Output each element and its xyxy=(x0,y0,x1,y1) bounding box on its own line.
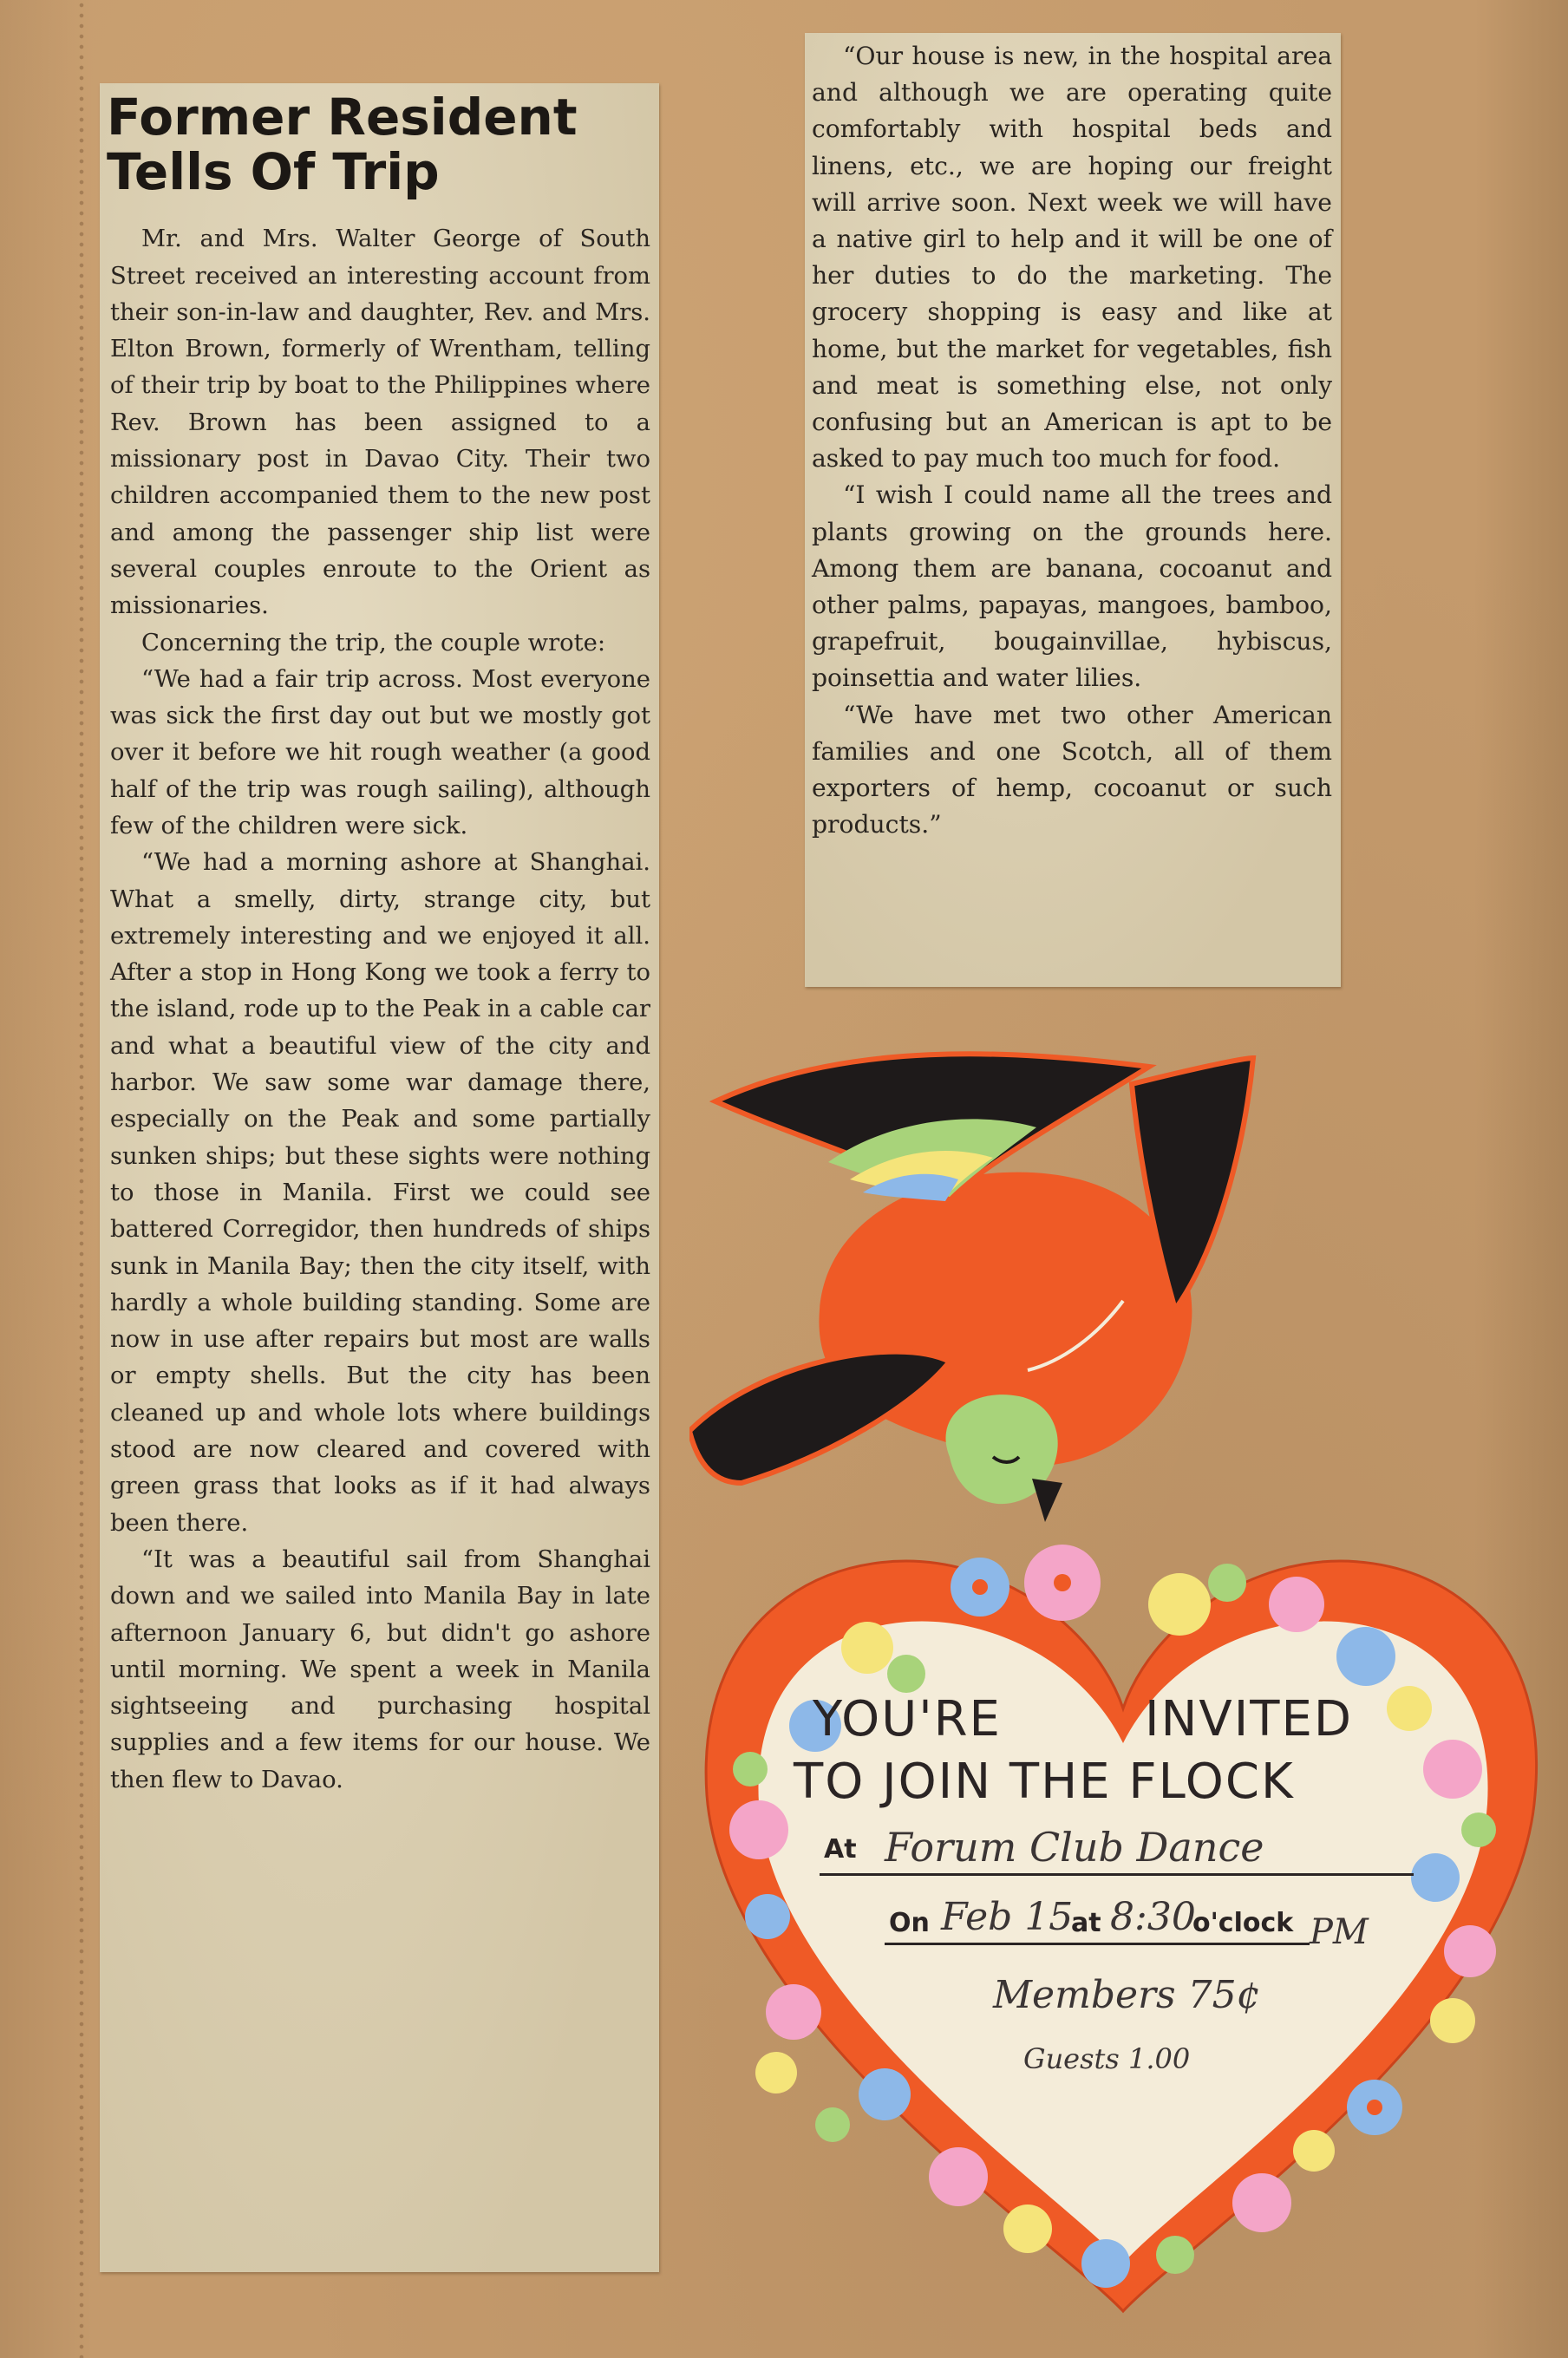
article-paragraph: “We have met two other American families and one Scotch, all of them exporters of hemp, cocoanut or such products.” xyxy=(812,700,1332,839)
oclock-label: o'clock xyxy=(1192,1908,1294,1938)
printed-join-the-flock: TO JOIN THE FLOCK xyxy=(794,1754,1295,1810)
on-label: On xyxy=(889,1908,930,1938)
article-paragraph: “We had a morning ashore at Shanghai. What a smelly, dirty, strange city, but extremely interesting and we enjoyed it all. After a stop in Hong Kong we took a ferry to the island, rode up to the Peak in a cable car and what a beautiful view of the city and harbor. We saw some war damage there, especially on the Peak and some partially sunken ships; but these sights were nothing to those in Manila. First we could see battered Corregidor, then hundreds of ships sunk in Manila Bay; then the city itself, with hardly a whole building standing. Some are now in use after repairs but most are walls or empty shells. But the city has been cleaned up and whole lots where buildings stood are now cleared and covered with green grass that looks as if it had always been there. xyxy=(110,849,650,1537)
article-body xyxy=(100,221,659,1799)
printed-invited: INVITED xyxy=(1145,1691,1353,1747)
invitation-card xyxy=(689,1049,1548,2316)
binding-perforations xyxy=(78,0,85,2358)
article-paragraph: Concerning the trip, the couple wrote: xyxy=(141,629,606,656)
event-line xyxy=(820,1873,1414,1876)
handwritten-time: 8:30 xyxy=(1110,1895,1196,1939)
handwritten-members-price: Members 75¢ xyxy=(993,1973,1261,2017)
article-paragraph: “We had a fair trip across. Most everyone was sick the first day out but we mostly got over it before we hit rough weather (a good half of the trip was rough sailing), although few of the children were sick. xyxy=(110,665,650,839)
invitation-text xyxy=(689,1049,1548,2316)
date-line xyxy=(885,1943,1310,1945)
handwritten-guests-price: Guests 1.00 xyxy=(1023,2042,1191,2075)
article-paragraph: “Our house is new, in the hospital area and although we are operating quite comfortably with hospital beds and linens, etc., we are hoping our freight will arrive soon. Next week we will have a native girl to help and it will be one of her duties to do the marketing. The grocery shopping is easy and like at home, but the market for vegetables, fish and meat is something else, not only confusing but an American is apt to be asked to pay much too much for food. xyxy=(812,42,1332,474)
handwritten-pm: PM xyxy=(1310,1912,1369,1952)
article-paragraph: “I wish I could name all the trees and plants growing on the grounds here. Among them are banana, cocoanut and other palms, papayas, mangoes, bamboo, grapefruit, bougainvillae, hybiscus, poinsettia and water lilies. xyxy=(812,480,1332,693)
handwritten-date: Feb 15 xyxy=(941,1895,1074,1939)
article-paragraph: Mr. and Mrs. Walter George of South Street received an interesting account from their son-in-law and daughter, Rev. and Mrs. Elton Brown, formerly of Wrentham, telling of their trip by boat to the Philippines where Rev. Brown has been assigned to a missionary post in Davao City. Their two children accompanied them to the new post and among the passenger ship list were several couples enroute to the Orient as missionaries. xyxy=(110,225,650,620)
newspaper-clipping-right xyxy=(805,33,1341,987)
article-paragraph: “It was a beautiful sail from Shanghai down and we sailed into Manila Bay in late afternoon January 6, but didn't go ashore until morning. We spent a week in Manila sightseeing and purchasing hospital supplies and a few items for our house. We then flew to Davao. xyxy=(110,1545,650,1793)
handwritten-event: Forum Club Dance xyxy=(885,1824,1264,1871)
newspaper-clipping-left xyxy=(100,83,659,2272)
at-time-label: at xyxy=(1071,1908,1101,1938)
at-label: At xyxy=(824,1834,857,1865)
article-headline: Former Resident Tells Of Trip xyxy=(107,88,578,201)
printed-youre: YOU'RE xyxy=(813,1691,1002,1747)
article-continuation xyxy=(805,33,1341,843)
